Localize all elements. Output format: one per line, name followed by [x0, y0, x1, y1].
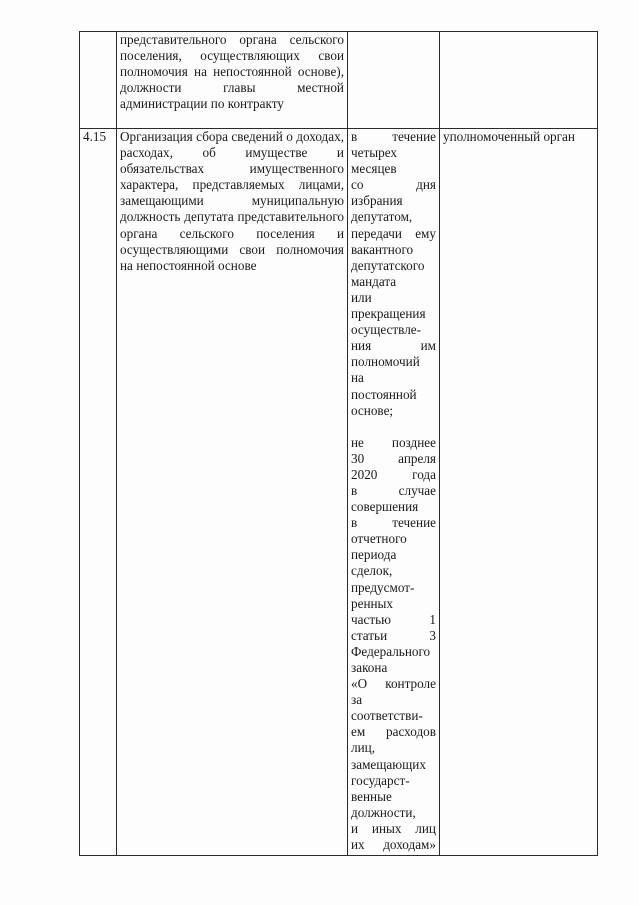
row-number-cell — [80, 32, 117, 129]
term-line: со дня — [351, 177, 436, 193]
term-line: в случае — [351, 482, 436, 498]
term-line: закона — [351, 660, 388, 675]
term-line: осуществле- — [351, 322, 422, 338]
term-line: четырех — [351, 145, 397, 161]
term-line: и иных лиц — [351, 820, 436, 836]
term-line: периода — [351, 547, 397, 563]
term-text — [351, 129, 436, 853]
term-line: на — [351, 370, 364, 386]
term-line: ния им — [351, 338, 436, 354]
event-cell: Организация сбора сведений о доходах, расходах, об имуществе и обязательствах имущественного характера, представляемых лицами, замещающими муниципальную должность депутата представительного органа сельского поселения и осуществляющими свои полномочия на непостоянной основе — [117, 129, 348, 856]
term-gap — [351, 419, 436, 435]
term-line: мандата — [351, 273, 397, 289]
table-row — [80, 129, 598, 856]
term-line: не позднее — [351, 434, 436, 450]
term-line: в течение — [351, 515, 436, 531]
term-line: 2020 года — [351, 466, 436, 482]
term-line: их доходам» — [351, 837, 436, 853]
term-line: ренных — [351, 595, 394, 611]
term-line: вакантного — [351, 241, 414, 257]
term-line: депутатского — [351, 257, 425, 273]
term-line: Федерального — [351, 643, 431, 659]
event-cell: представительного органа сельского поселения, осуществляющих свои полномочия на непостоянной основе), должности главы местной администрации по контракту — [117, 32, 348, 129]
term-line: ем расходов — [351, 724, 436, 740]
term-line: «О контроле — [351, 676, 436, 692]
term-line: в течение — [351, 129, 436, 144]
responsible-cell: уполномоченный орган — [440, 129, 598, 856]
term-line: месяцев — [351, 161, 397, 177]
term-line: постоянной — [351, 386, 417, 402]
term-line: или — [351, 289, 372, 305]
term-line: лиц, — [351, 740, 375, 756]
term-line: сделок, — [351, 563, 393, 579]
term-line: соответстви- — [351, 708, 423, 724]
term-line: 30 апреля — [351, 450, 436, 466]
term-line: частью 1 — [351, 611, 436, 627]
term-cell — [348, 129, 440, 856]
term-line: отчетного — [351, 531, 407, 547]
term-line: государст- — [351, 772, 410, 788]
responsible-cell — [440, 32, 598, 129]
term-line: полномочий — [351, 354, 420, 370]
term-line: венные — [351, 788, 392, 804]
term-line: передачи ему — [351, 225, 436, 241]
term-line: статьи 3 — [351, 627, 436, 643]
term-line: совершения — [351, 499, 419, 515]
term-line: избрания — [351, 193, 403, 209]
term-line: за — [351, 692, 363, 708]
term-line: предусмот- — [351, 579, 415, 595]
term-line: прекращения — [351, 306, 426, 322]
table-row — [80, 32, 598, 129]
term-line: основе; — [351, 402, 394, 418]
term-line: депутатом, — [351, 209, 413, 225]
row-number-cell: 4.15 — [80, 129, 117, 856]
term-line: замещающих — [351, 756, 426, 772]
plan-table — [79, 31, 598, 856]
term-cell — [348, 32, 440, 129]
term-line: должности, — [351, 804, 416, 820]
